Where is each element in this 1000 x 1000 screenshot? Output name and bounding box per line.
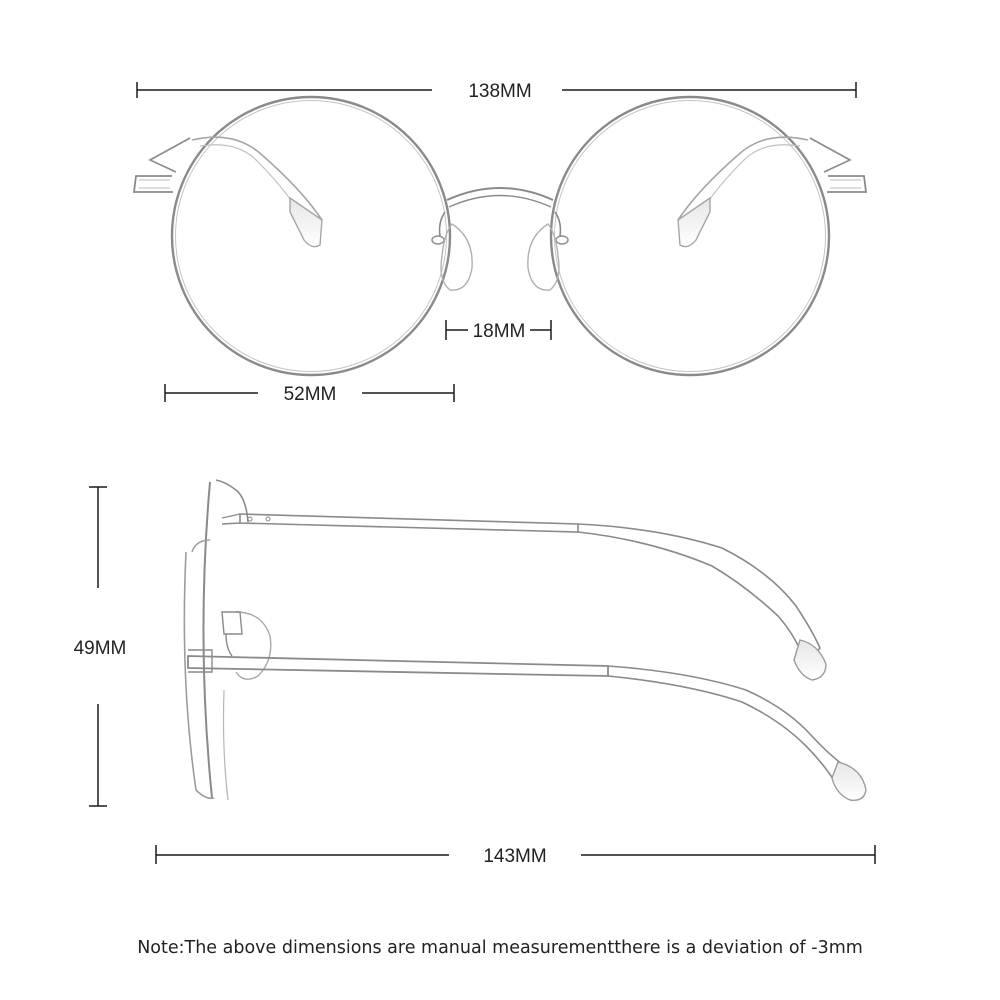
side-lens-outer [203,482,212,798]
side-view-glasses [184,480,866,800]
upper-temple-tip [794,640,826,680]
left-nose-pad [441,224,472,290]
bridge [447,188,553,200]
measurement-note: Note:The above dimensions are manual measurementthere is a deviation of -3mm [137,938,863,958]
lower-temple [188,656,608,676]
lens-width-label: 52MM [283,384,337,405]
frame-width-label: 138MM [468,81,532,102]
bridge-width-label: 18MM [472,321,526,342]
upper-temple [240,514,578,532]
temple-length-label: 143MM [483,846,547,867]
lens-height-label: 49MM [73,638,127,659]
lower-temple-tip [832,762,866,800]
